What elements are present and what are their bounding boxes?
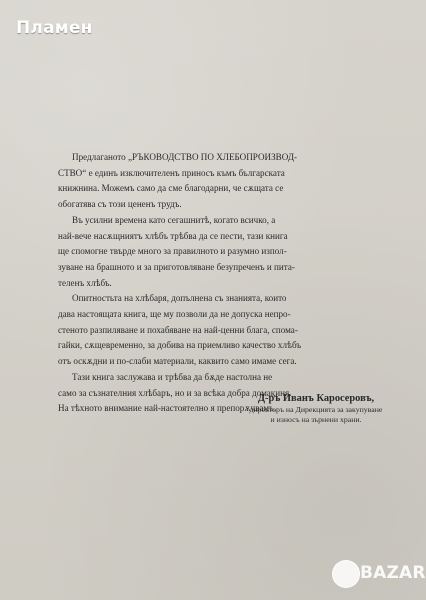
text-line: Въ усилни времена като сегашнитѣ, когато всичко, а xyxy=(72,214,276,225)
text-line: ще спомогне твърде много за правилното и разумно изпол- xyxy=(58,246,287,257)
text-line: дава настоящата книга, ще му позволи да не допуска непро- xyxy=(58,309,291,320)
watermark xyxy=(332,560,426,588)
text-line: Опитностьта на хлѣбаря, допълнена съ знанията, които xyxy=(72,293,287,304)
text-line: Предлаганото „РЪКОВОДСТВО ПО ХЛЕБОПРОИЗВОД- xyxy=(72,152,298,162)
text-line: теленъ хлѣбъ. xyxy=(58,277,112,288)
text-line: книжнина. Можемъ само да сме благодарни, че сѫщата се xyxy=(58,183,284,194)
text-line: най-вече насѫщниятъ хлѣбъ трѣбва да се пести, тази книга xyxy=(58,230,288,241)
watermark-logo-icon xyxy=(332,560,360,588)
text-line: стеното разпиляване и похабяване на най-ценни блага, спома- xyxy=(58,324,298,335)
text-line: отъ оскѫдни и по-слаби материали, каквито само имаме сега. xyxy=(58,356,297,367)
seller-name[interactable]: Пламен xyxy=(16,18,93,38)
signatory-title-line-1: директоръ на Дирекцията за закупуване xyxy=(249,405,383,414)
text-line: На тѣхното внимание най-настоятелно я препорѫчвамъ. xyxy=(58,403,277,414)
preface-text xyxy=(58,150,374,417)
text-line: зуване на брашното и за приготовляване безупреченъ и пита- xyxy=(58,261,295,272)
text-line: само за съзнателния хлѣбаръ, но и за всѣка добра домакиня. xyxy=(58,387,292,398)
watermark-text: BAZAR xyxy=(360,563,426,583)
text-line: Тази книга заслужава и трѣбва да бѫде настолна не xyxy=(72,371,273,382)
text-line: гайки, сѫщевременно, за добива на приемливо качество хлѣбъ xyxy=(58,340,302,351)
text-line: обогатява съ този цененъ трудъ. xyxy=(58,199,182,210)
text-line: СТВО“ е единъ изключителенъ приносъ къмъ българската xyxy=(58,167,285,178)
signatory-title-line-2: и износъ на зърнени храни. xyxy=(270,415,362,425)
signature-block xyxy=(246,392,386,425)
signatory-name: Д-ръ Иванъ Каросеровъ, xyxy=(257,393,375,404)
